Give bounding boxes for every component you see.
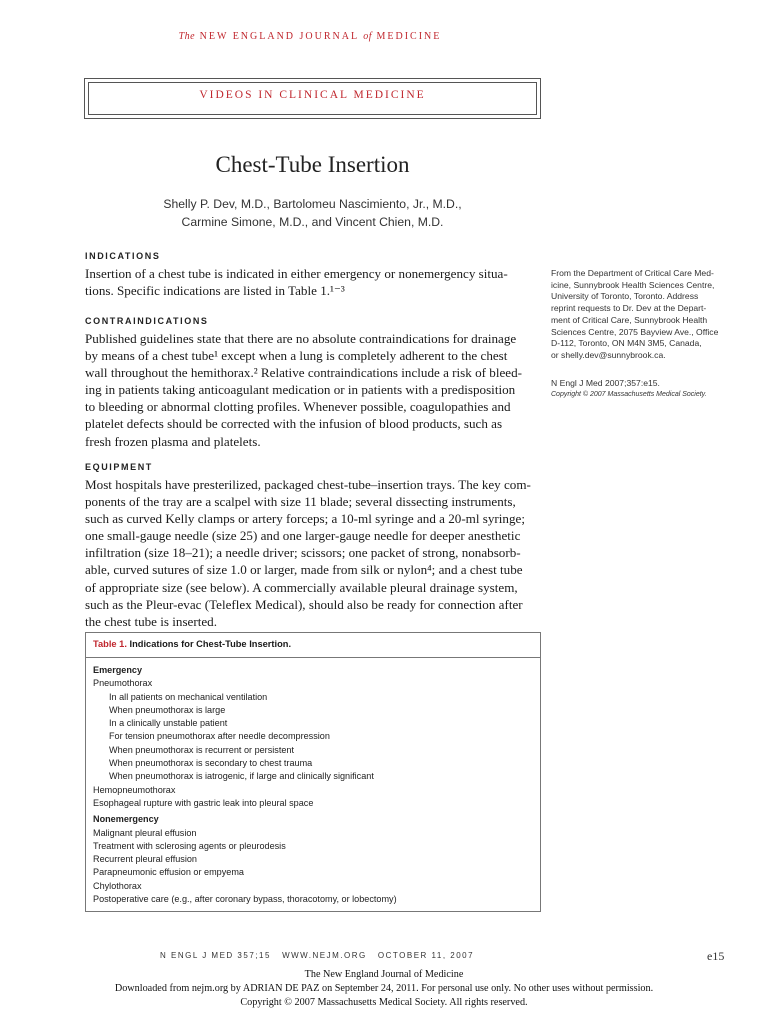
affiliation-line: or shelly.dev@sunnybrook.ca. [551,349,666,360]
table-group-heading: Emergency [93,665,143,675]
section-banner [84,78,541,119]
text-line: tions. Specific indications are listed in Table 1.¹⁻³ [85,283,345,299]
affiliation-note [551,268,729,362]
table-row: Malignant pleural effusion [93,827,197,838]
text-line: of appropriate size (see below). A commercially available pleural drainage system, [85,579,518,595]
contraindications-heading: CONTRAINDICATIONS [85,316,209,326]
author-line: Shelly P. Dev, M.D., Bartolomeu Nascimiento, Jr., M.D., [163,197,462,211]
table-row: When pneumothorax is iatrogenic, if large and clinically significant [109,771,374,782]
page-number: e15 [707,949,725,963]
text-line: by means of a chest tube¹ except when a lung is completely adherent to the chest [85,348,508,364]
text-line: Most hospitals have presterilized, packaged chest-tube–insertion trays. The key com- [85,477,531,492]
table-group-heading: Nonemergency [93,814,159,825]
text-line: the chest tube is inserted. [85,613,217,629]
table-row: Hemopneumothorax [93,784,176,795]
author-line: Carmine Simone, M.D., and Vincent Chien, M.D. [181,215,444,229]
text-line: such as the Pleur-evac (Teleflex Medical), should also be ready for connection after [85,596,523,612]
text-line: platelet defects should be corrected with the infusion of blood products, such as [85,416,503,432]
text-line: fresh frozen plasma and platelets. [85,433,261,449]
affiliation-line: University of Toronto, Toronto. Address [551,291,699,302]
table-row: In all patients on mechanical ventilation [109,691,268,702]
table-row: Postoperative care (e.g., after coronary bypass, thoracotomy, or lobectomy) [93,894,397,905]
indications-heading: INDICATIONS [85,251,161,261]
table-header [86,633,540,658]
text-line: infiltration (size 18–21); a needle driver; scissors; one packet of strong, nonabsorb- [85,545,521,561]
download-journal-name: The New England Journal of Medicine [304,969,464,980]
contraindications-paragraph [85,330,541,450]
affiliation-line: D-112, Toronto, ON M4N 3M5, Canada, [551,338,702,349]
text-line: wall throughout the hemithorax.² Relative contraindications include a risk of bleed- [85,365,522,381]
equipment-heading: EQUIPMENT [85,462,153,472]
table-row: Pneumothorax [93,678,153,689]
table-row: Treatment with sclerosing agents or pleurodesis [93,840,286,851]
banner-text: VIDEOS IN CLINICAL MEDICINE [199,89,426,101]
running-footer: N ENGL J MED 357;15 WWW.NEJM.ORG OCTOBER 11, 2007 [160,951,475,960]
table-row: Recurrent pleural effusion [93,854,197,865]
author-list [84,195,541,231]
indications-paragraph [85,265,541,299]
affiliation-line: From the Department of Critical Care Med- [551,268,714,278]
text-line: to bleeding or abnormal clotting profiles. Whenever possible, coagulopathies and [85,399,511,415]
table-row: In a clinically unstable patient [109,718,228,729]
article-title: Chest-Tube Insertion [215,152,410,177]
text-line: able, curved sutures of size 1.0 or larger, made from silk or nylon⁴; and a chest tube [85,562,523,578]
masthead-name-2: MEDICINE [376,31,442,42]
text-line: Insertion of a chest tube is indicated in either emergency or nonemergency situa- [85,266,508,281]
indications-table [85,632,541,912]
text-line: such as curved Kelly clamps or artery forceps; a 10-ml syringe and a 20-ml syringe; [85,511,525,527]
sidebar-copyright: Copyright © 2007 Massachusetts Medical Society. [551,391,707,398]
table-row: When pneumothorax is secondary to chest trauma [109,758,313,769]
table-title: Indications for Chest-Tube Insertion. [129,639,292,649]
affiliation-line: reprint requests to Dr. Dev at the Depart- [551,303,707,314]
masthead-name-1: NEW ENGLAND JOURNAL [199,31,359,42]
table-row: Chylothorax [93,880,142,891]
text-line: ponents of the tray are a scalpel with size 11 blade; several dissecting instruments, [85,494,516,510]
journal-masthead [0,31,620,42]
table-body [93,664,534,906]
download-notice: Downloaded from nejm.org by ADRIAN DE PAZ on September 24, 2011. For personal use only. No other uses without permission. [114,983,654,994]
affiliation-line: icine, Sunnybrook Health Sciences Centre, [551,279,715,290]
table-row: Parapneumonic effusion or empyema [93,867,244,878]
masthead-of: of [363,31,372,42]
table-label: Table 1. [93,639,127,649]
table-row: For tension pneumothorax after needle decompression [109,731,330,742]
table-row: When pneumothorax is large [109,704,226,715]
table-row: When pneumothorax is recurrent or persistent [109,744,294,755]
affiliation-line: ment of Critical Care, Sunnybrook Health [551,314,708,325]
text-line: one small-gauge needle (size 25) and one larger-gauge needle for deeper anesthetic [85,528,521,544]
masthead-the: The [178,31,196,42]
text-line: ing in patients taking anticoagulant medication or in patients with a predisposition [85,382,516,398]
text-line: Published guidelines state that there are no absolute contraindications for drainage [85,331,517,346]
citation: N Engl J Med 2007;357:e15. [551,378,660,388]
equipment-paragraph [85,476,541,630]
affiliation-line: Sciences Centre, 2075 Bayview Ave., Office [551,326,719,337]
download-copyright: Copyright © 2007 Massachusetts Medical Society. All rights reserved. [240,997,528,1008]
table-row: Esophageal rupture with gastric leak into pleural space [93,797,314,808]
